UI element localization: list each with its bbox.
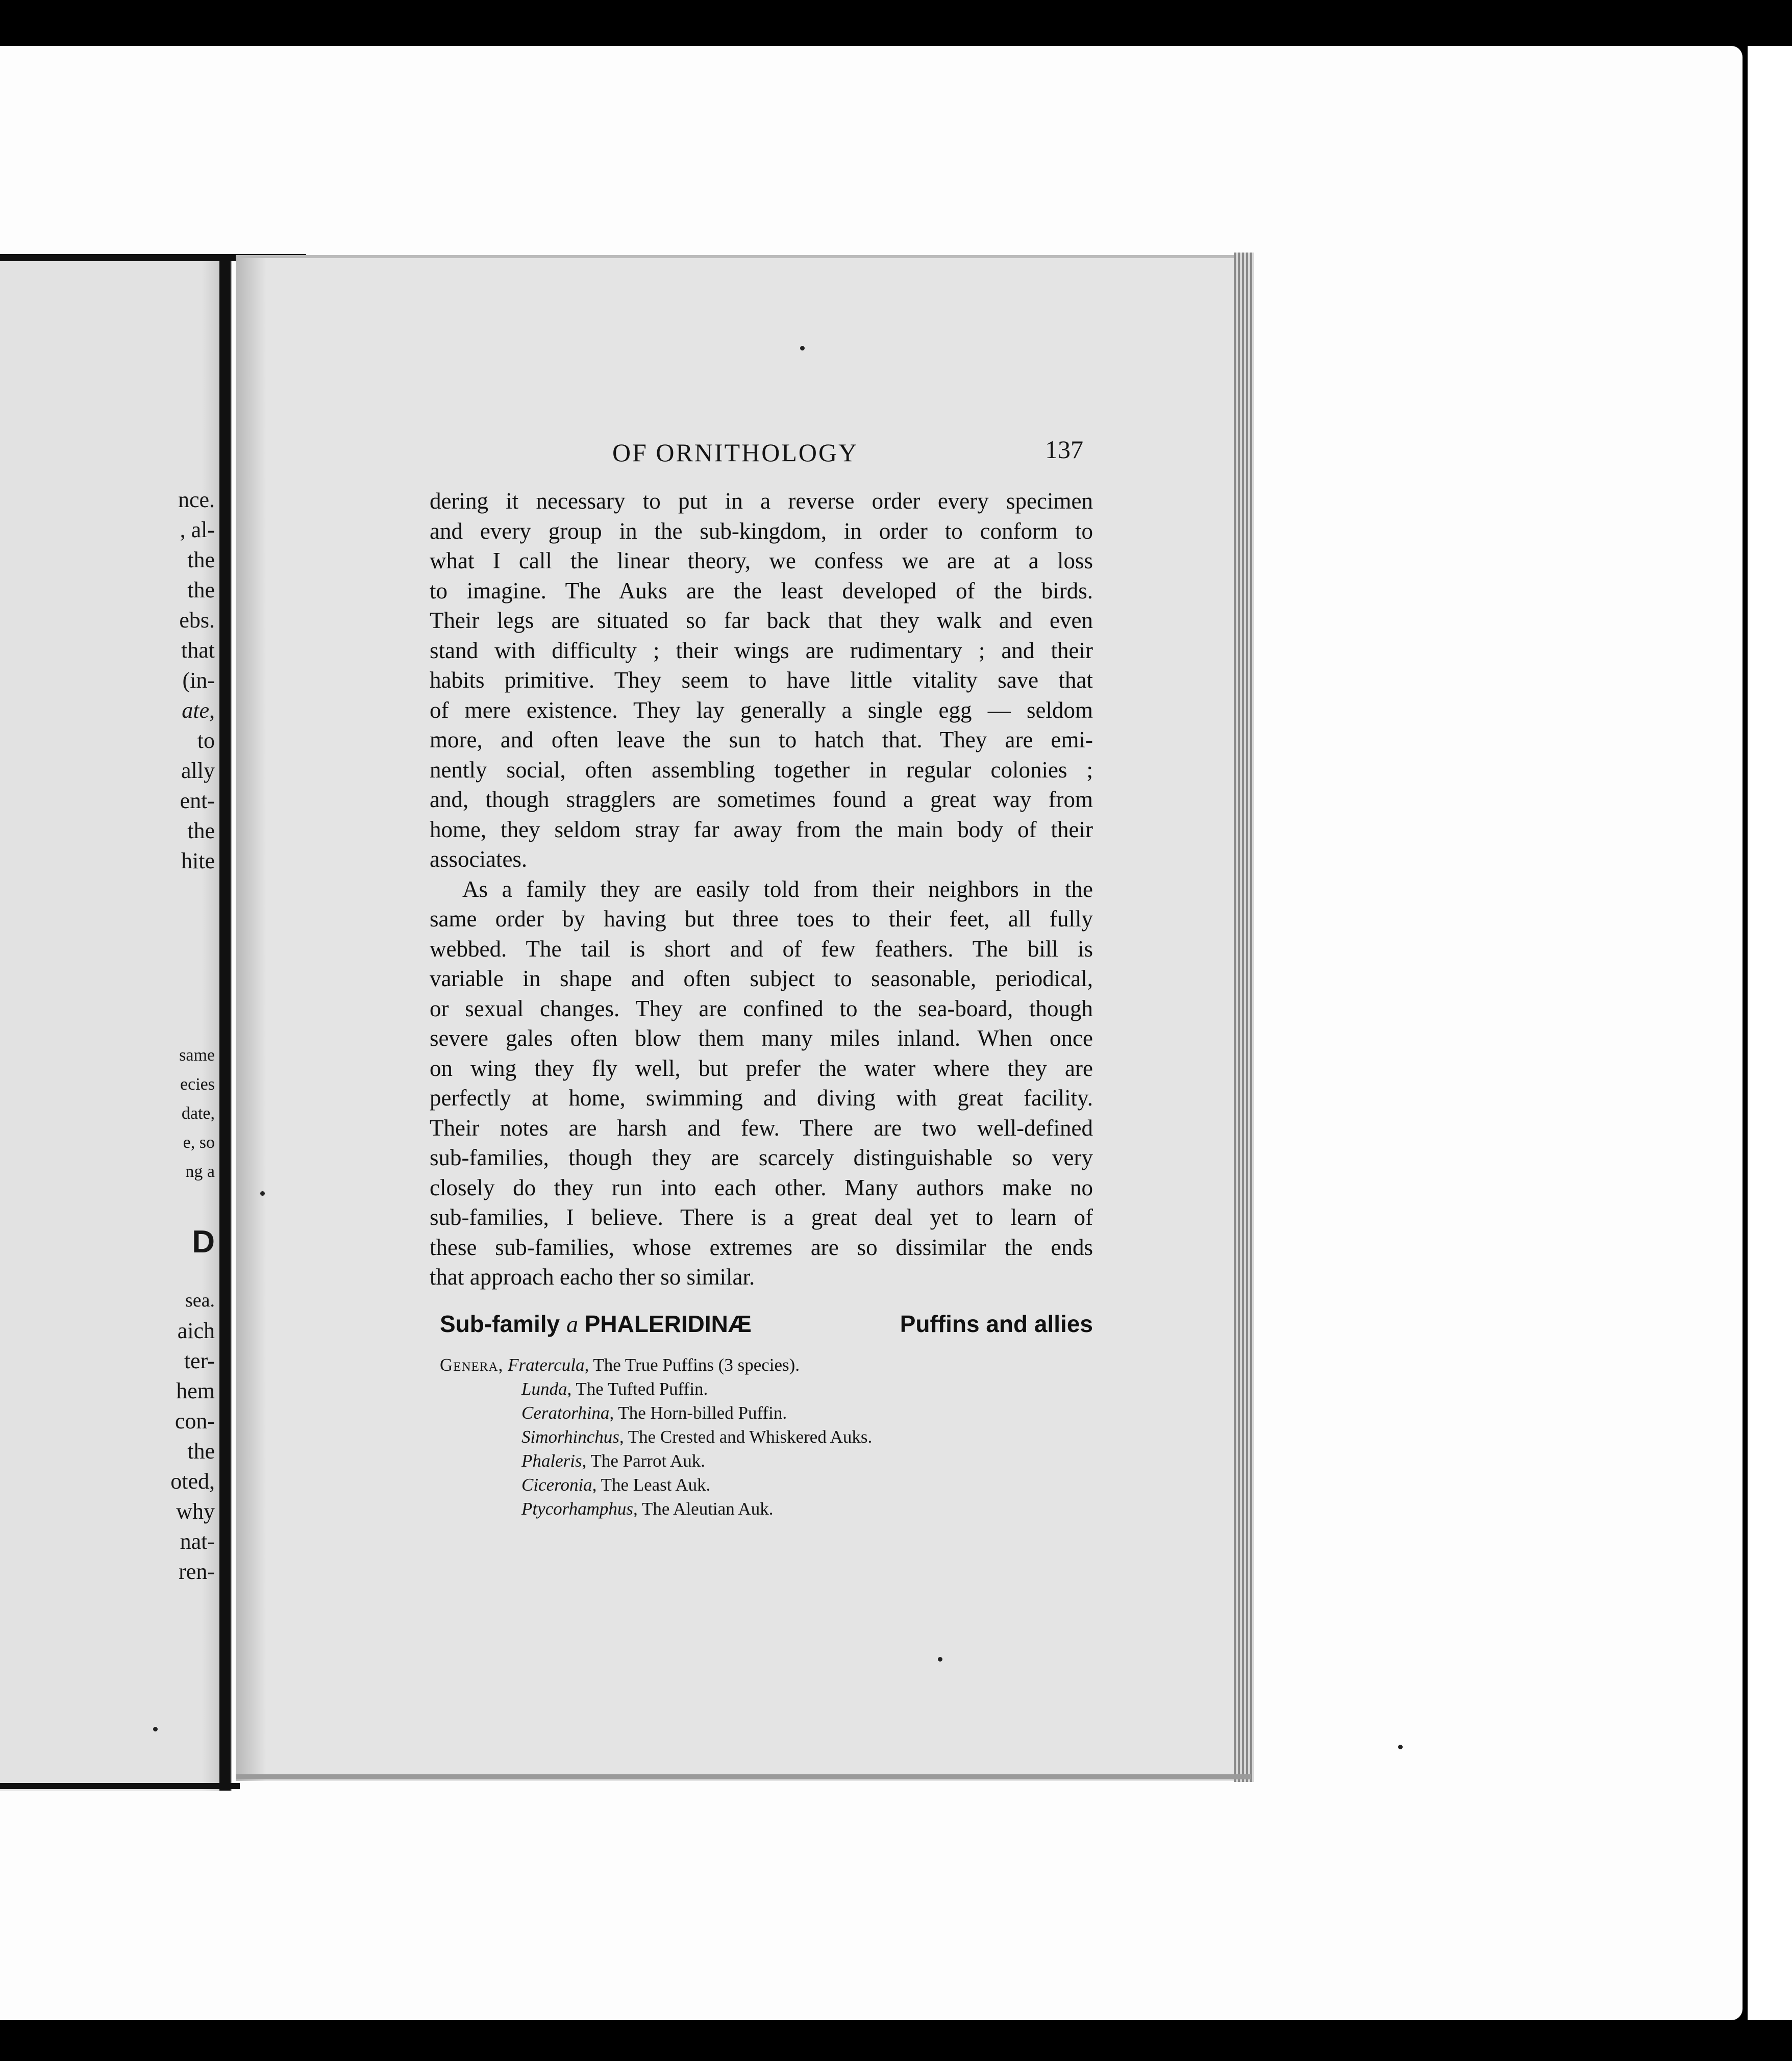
- genus-name: Ptycorhamphus,: [521, 1499, 638, 1519]
- page-fore-edge: [1234, 253, 1254, 1782]
- left-line: ebs.: [179, 608, 215, 633]
- text-line: stand with difficulty ; their wings are rudimentary ; and their: [430, 637, 1093, 663]
- subfamily-heading: [440, 1310, 1093, 1338]
- genera-row: [440, 1473, 872, 1497]
- left-line: ent-: [180, 788, 215, 813]
- left-line: aich: [177, 1318, 215, 1343]
- book-board-bottom-edge: [0, 1783, 240, 1789]
- genus-description: The True Puffins (3 species).: [593, 1355, 800, 1375]
- left-line: the: [187, 547, 215, 572]
- subfamily-prefix: Sub-family: [440, 1311, 560, 1337]
- text-line: nently social, often assembling together in regular colonies ;: [430, 757, 1093, 783]
- text-line: and, though stragglers are sometimes found a great way from: [430, 787, 1093, 812]
- genera-row: [440, 1425, 872, 1449]
- left-text-top: [178, 485, 215, 876]
- genus-name: Lunda,: [521, 1379, 572, 1399]
- subfamily-common-name: Puffins and allies: [900, 1311, 1093, 1337]
- book-spine: [219, 255, 231, 1791]
- subfamily-letter: a: [566, 1311, 578, 1337]
- print-speck: [800, 346, 805, 350]
- page-number: 137: [1045, 435, 1083, 464]
- text-line: that approach eacho ther so similar.: [430, 1264, 755, 1290]
- subfamily-name: PHALERIDINÆ: [584, 1311, 752, 1337]
- print-speck: [1398, 1745, 1403, 1749]
- text-line: sub-families, I believe. There is a great deal yet to learn of: [430, 1204, 1093, 1230]
- left-line: the: [187, 1439, 215, 1464]
- genus-name: Simorhinchus,: [521, 1427, 624, 1447]
- text-line: home, they seldom stray far away from the main body of their: [430, 816, 1093, 842]
- left-line: sea.: [185, 1290, 215, 1311]
- genera-row: [440, 1353, 872, 1377]
- text-line: and every group in the sub-kingdom, in order to conform to: [430, 518, 1093, 544]
- text-line: these sub-families, whose extremes are so dissimilar the ends: [430, 1234, 1093, 1260]
- left-line: ally: [181, 758, 215, 783]
- genus-description: The Aleutian Auk.: [641, 1499, 774, 1519]
- text-line: webbed. The tail is short and of few feathers. The bill is: [430, 936, 1093, 962]
- text-line: same order by having but three toes to their feet, all fully: [430, 906, 1093, 932]
- left-line: con-: [175, 1409, 215, 1434]
- left-text-small: [179, 1041, 215, 1186]
- left-line: e, so: [183, 1133, 215, 1152]
- genera-row: [440, 1449, 872, 1473]
- left-line: (in-: [182, 668, 215, 693]
- right-page-gutter-shadow: [236, 258, 266, 1781]
- text-line: habits primitive. They seem to have little vitality save that: [430, 667, 1093, 693]
- genus-description: The Horn-billed Puffin.: [618, 1403, 787, 1423]
- genera-list: [440, 1353, 872, 1521]
- left-line: date,: [181, 1104, 215, 1123]
- text-line: dering it necessary to put in a reverse order every specimen: [430, 488, 1093, 514]
- left-line: to: [197, 728, 215, 753]
- left-line: oted,: [170, 1469, 215, 1494]
- left-line: why: [176, 1499, 215, 1524]
- text-line: severe gales often blow them many miles inland. When once: [430, 1025, 1093, 1051]
- left-heading-fragment: [192, 1224, 215, 1260]
- left-line: the: [187, 577, 215, 602]
- genus-description: The Crested and Whiskered Auks.: [628, 1427, 873, 1447]
- genus-name: Fratercula,: [508, 1355, 589, 1375]
- left-line: hem: [176, 1378, 215, 1403]
- left-text-bottom: [170, 1286, 215, 1587]
- left-line: same: [179, 1046, 215, 1065]
- text-line: Their notes are harsh and few. There are two well-defined: [430, 1115, 1093, 1141]
- genera-row: [440, 1377, 872, 1401]
- text-line: perfectly at home, swimming and diving with great facility.: [430, 1085, 1093, 1111]
- left-line: ate,: [182, 698, 215, 723]
- genus-name: Ciceronia,: [521, 1475, 597, 1495]
- left-line: nce.: [178, 487, 215, 512]
- genus-description: The Least Auk.: [601, 1475, 711, 1495]
- left-line: nat-: [180, 1529, 215, 1554]
- body-text: [430, 486, 1093, 1292]
- page-bottom-edge: [236, 1774, 1251, 1779]
- text-line: or sexual changes. They are confined to the sea-board, though: [430, 995, 1093, 1021]
- genera-label: Genera,: [440, 1355, 504, 1375]
- text-line: of mere existence. They lay generally a single egg — seldom: [430, 697, 1093, 723]
- text-line: variable in shape and often subject to seasonable, periodical,: [430, 966, 1093, 991]
- text-line: As a family they are easily told from their neighbors in the: [462, 876, 1093, 902]
- genus-name: Ceratorhina,: [521, 1403, 614, 1423]
- text-line: sub-families, though they are scarcely distinguishable so very: [430, 1145, 1093, 1170]
- left-heading-letter: D: [192, 1224, 215, 1260]
- genus-description: The Parrot Auk.: [590, 1451, 706, 1471]
- text-line: closely do they run into each other. Many authors make no: [430, 1174, 1093, 1200]
- left-line: ren-: [179, 1559, 215, 1584]
- genera-row: [440, 1401, 872, 1425]
- scan-right-margin: [1748, 46, 1792, 2020]
- left-line: that: [181, 638, 215, 663]
- left-page-fragment: [0, 260, 232, 1791]
- left-line: the: [187, 818, 215, 843]
- left-line: ng a: [185, 1162, 215, 1181]
- text-line: more, and often leave the sun to hatch that. They are emi-: [430, 727, 1093, 752]
- left-line: hite: [181, 848, 215, 873]
- text-line: Their legs are situated so far back that they walk and even: [430, 608, 1093, 633]
- print-speck: [153, 1727, 158, 1731]
- text-line: to imagine. The Auks are the least developed of the birds.: [430, 577, 1093, 604]
- left-line: , al-: [180, 517, 215, 542]
- running-head: OF ORNITHOLOGY: [612, 438, 859, 467]
- scan-top-border: [0, 23, 1792, 38]
- left-line: ter-: [184, 1348, 215, 1373]
- left-line: ecies: [180, 1075, 215, 1094]
- text-line: on wing they fly well, but prefer the water where they are: [430, 1055, 1093, 1081]
- print-speck: [260, 1191, 265, 1196]
- genus-description: The Tufted Puffin.: [576, 1379, 708, 1399]
- print-speck: [938, 1657, 942, 1662]
- genera-row: [440, 1497, 872, 1521]
- text-line: associates.: [430, 846, 528, 872]
- genus-name: Phaleris,: [521, 1451, 587, 1471]
- text-line: what I call the linear theory, we confess we are at a loss: [430, 548, 1093, 573]
